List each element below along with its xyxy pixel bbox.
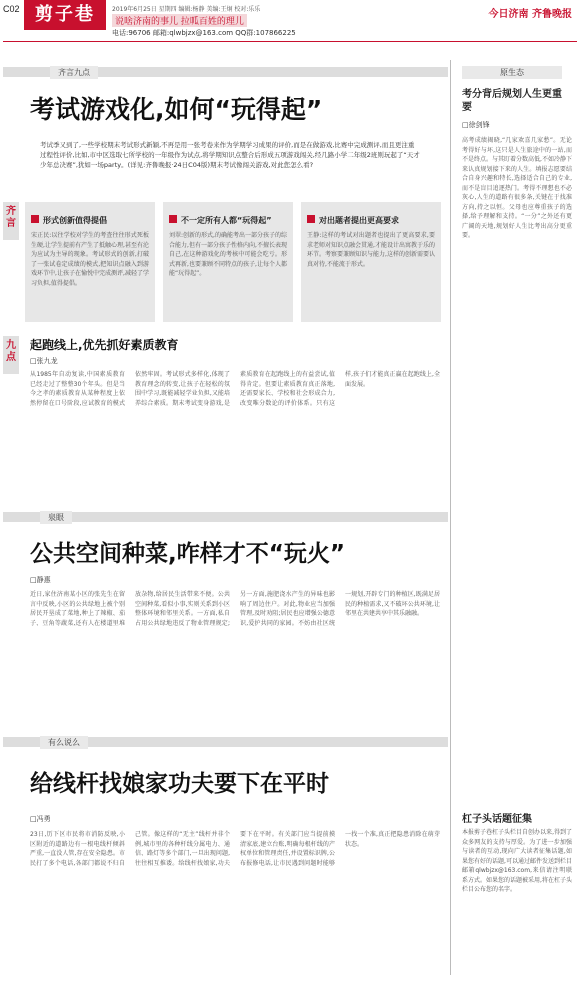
notice-text: 本报剪子巷杠子头栏目自创办以来,得到了众多网友的支持与厚爱。为了进一步加强与读者的互动,现向广大读者征集话题,如果您有好的话题,可以通过邮件发送到栏目邮箱qlwbjzx@163.com,来信请注明联系方式。如果您的话题被采用,将在杠子头栏目公布您的名字。 xyxy=(462,829,572,893)
column-name: 剪子巷 xyxy=(24,0,106,30)
byline-icon: □ xyxy=(462,121,469,129)
page-number: C02 xyxy=(3,4,20,14)
opinion-box xyxy=(301,202,441,322)
bullet-icon xyxy=(307,215,315,223)
article-body: 近日,家住济南某小区的张先生在留言中反映,小区的公共绿地上被个别居民开垦成了菜地,种上了辣椒、茄子、豆角等蔬菜,还有人在楼道里堆放杂物,给居民生活带来不便。公共空间种菜,看似小事,实则关系到小区整体环境和邻里关系。一方面,私自占用公共绿地违反了物业管理规定;另一方面,施肥浇水产生的异味也影响了周边住户。对此,物业应当加强管理,及时劝阻;居民也应增强公德意识,爱护共同的家园。不妨由社区统一规划,开辟专门的种植区,既满足居民的种植需求,又不破坏公共环境,让邻里在共建共享中其乐融融。 xyxy=(30,591,440,627)
opinion-title: 不一定所有人都“玩得起” xyxy=(181,216,272,225)
section-tag: 泉眼 xyxy=(40,511,72,524)
date-line: 2019年6月25日 星期四 编辑:杨静 美编:王炯 校对:乐乐 xyxy=(112,6,261,13)
opinion-box xyxy=(163,202,293,322)
byline: □张九龙 xyxy=(30,357,58,365)
section-tag: 原生态 xyxy=(462,66,562,79)
byline: □静惠 xyxy=(30,576,51,584)
side-label: 齐言 xyxy=(3,202,19,240)
opinion-title: 对出题者提出更高要求 xyxy=(319,216,399,225)
paper-name: 今日济南 齐鲁晚报 xyxy=(488,9,572,20)
section-tag: 有么说么 xyxy=(40,736,88,749)
article-headline: 考试游戏化,如何“玩得起” xyxy=(30,95,323,124)
contact-info: 电话:96706 邮箱:qlwbjzx@163.com QQ群:107866225 xyxy=(112,29,296,37)
opinion-box xyxy=(25,202,155,322)
opinion-text: 刘翠:创新的形式,的确能考出一部分孩子的综合能力,但有一部分孩子性格内向,不擅长表现自己,在这种游戏化的考核中可能会吃亏。形式再新,也要兼顾不同特点的孩子,让每个人都能“玩得起”。 xyxy=(169,232,287,277)
sidebar-headline: 考分背后规划人生更重要 xyxy=(462,89,562,113)
byline-icon: □ xyxy=(30,815,37,823)
opinion-title: 形式创新值得提倡 xyxy=(43,216,107,225)
article-headline: 给线杆找娘家功夫要下在平时 xyxy=(30,771,329,797)
side-label: 九点 xyxy=(3,336,19,374)
byline-icon: □ xyxy=(30,357,37,365)
opinion-text: 宋正民:以往学校对学生的考查往往形式死板生硬,让学生提前有产生了抵触心理,甚至有沦为应试为主导的现象。考试形式的创新,打破了一张试卷定成绩的模式,把知识点融入到游戏环节中,让孩子在愉悦中完成测评,减轻了学习负担,值得提倡。 xyxy=(31,232,149,287)
article-lead: 考试季又到了,一些学校期末考试形式新颖,不再是用一张考卷来作为学期学习成果的评价,而是在做游戏,比赛中完成测评,而且更注重过程性评价,比如,市中区选取七所学校的一年级作为试点,将学期知识点整合后形成五项游戏闯关,经几路小学二年级2班则玩起了“天才少年总决赛”,犹如一场party。(详见:齐鲁晚报·24日C04版)期末考试像闯关游戏,对此您怎么看? xyxy=(40,141,420,169)
byline: □冯勇 xyxy=(30,815,51,823)
byline-icon: □ xyxy=(30,576,37,584)
notice-title: 杠子头话题征集 xyxy=(462,814,532,825)
bullet-icon xyxy=(31,215,39,223)
byline: □徐剑锋 xyxy=(462,121,490,129)
opinion-text: 王静:这样的考试对出题者也提出了更高要求,要求老师对知识点融会贯通,才能设计出寓教于乐的环节。考察要兼顾知识与能力,这样的创新需要认真对待,不能流于形式。 xyxy=(307,232,435,268)
article-headline: 公共空间种菜,咋样才不“玩火” xyxy=(30,541,345,567)
slogan: 说啥济南的事儿 拉呱百姓的理儿 xyxy=(112,14,247,27)
sub-headline: 起跑线上,优先抓好素质教育 xyxy=(30,338,179,352)
article-body: 23日,历下区市民将市消防反映,小区附近的道路边有一根电线杆倾斜严重,一直没人管,存在安全隐患。市民打了多个电话,各部门都说不归自己管。像这样的“无主”线杆并非个例,城市里的各种杆线分属电力、通信、路灯等多个部门,一旦出现问题,往往相互推诿。给线杆找娘家,功夫要下在平时。有关部门应当提前摸清家底,建立台账,明确每根杆线的产权单位和管理责任,并设置标识牌,公布报修电话,让市民遇到问题时能够一找一个准,真正把隐患消除在萌芽状态。 xyxy=(30,831,440,867)
article-body: 从1985年自动复读,中国素质教育已经走过了整整30个年头。但是当今之孝的素质教育从某种程度上依然停留在口号阶段,应试教育的模式依然牢固。考试形式多样化,体现了教育理念的转变,让孩子在轻松的氛围中学习,既能减轻学业负担,又能培养综合素质。期末考试变身游戏,是素质教育在起跑线上的有益尝试,值得肯定。但要让素质教育真正落地,还需要家长、学校和社会形成合力,改变唯分数论的评价体系。只有这样,孩子们才能真正赢在起跑线上,全面发展。 xyxy=(30,371,440,407)
bullet-icon xyxy=(169,215,177,223)
column-divider xyxy=(450,60,451,975)
masthead-divider xyxy=(3,41,577,42)
section-tag: 齐言九点 xyxy=(50,66,98,79)
sidebar-body: 高考成绩揭晓,“几家欢喜几家愁”。无论考得好与坏,这只是人生旅途中的一站,而不是终点。与其盯着分数高低,不如冷静下来认真规划接下来的人生。填报志愿要结合自身兴趣和特长,选择适合自己的专业,而不是盲目追逐热门。考得不理想也不必灰心,人生的道路有很多条,关键在于找准方向,持之以恒。父母也应尊重孩子的选择,给予理解和支持。“一分”之外还有更广阔的天地,规划好人生比考出高分更重要。 xyxy=(462,137,572,239)
